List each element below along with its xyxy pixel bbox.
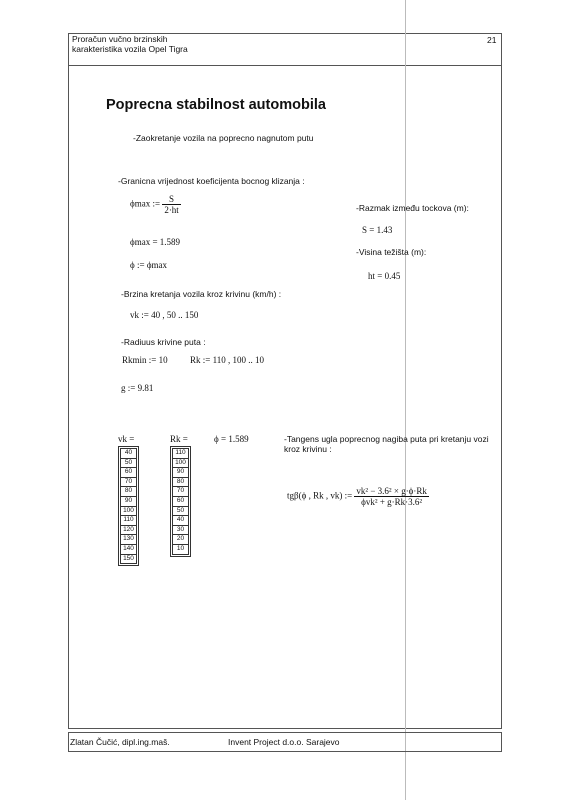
page-title: Poprecna stabilnost automobila xyxy=(106,97,326,113)
table-cell: 40 xyxy=(173,516,189,526)
table-row xyxy=(173,496,189,506)
wheel-track-label: -Razmak između tockova (m): xyxy=(356,203,469,213)
tangent-label-line1: -Tangens ugla poprecnog nagiba puta pri kretanju vozi xyxy=(284,434,489,444)
phi-max-lhs: ϕmax := xyxy=(130,198,161,209)
tangent-label xyxy=(284,434,489,454)
rk-definition: Rk := 110 , 100 .. 10 xyxy=(190,355,264,365)
table-row xyxy=(121,535,137,545)
table-cell: 10 xyxy=(173,544,189,554)
table-cell: 70 xyxy=(173,487,189,497)
table-cell: 30 xyxy=(173,525,189,535)
table-row xyxy=(121,554,137,564)
table-row xyxy=(121,468,137,478)
table-cell: 100 xyxy=(121,506,137,516)
rk-table-header: Rk = xyxy=(170,434,188,444)
table-cell: 40 xyxy=(121,449,137,459)
phi-max-denominator: 2·ht xyxy=(164,205,179,215)
table-row xyxy=(173,468,189,478)
table-row xyxy=(121,525,137,535)
table-row xyxy=(121,449,137,459)
table-row xyxy=(173,525,189,535)
table-cell: 140 xyxy=(121,544,137,554)
table-row xyxy=(121,544,137,554)
phi-max-fraction xyxy=(162,194,181,215)
table-cell: 130 xyxy=(121,535,137,545)
header-title xyxy=(72,34,188,54)
wheel-track-value: S = 1.43 xyxy=(362,225,393,235)
header-line2: karakteristika vozila Opel Tigra xyxy=(72,44,188,54)
table-cell: 50 xyxy=(173,506,189,516)
phi-max-definition xyxy=(130,194,181,215)
table-row xyxy=(173,487,189,497)
subtitle: -Zaokretanje vozila na poprecno nagnutom putu xyxy=(133,133,314,143)
tangent-lhs: tgβ(ϕ , Rk , vk) := xyxy=(287,490,353,501)
vk-table xyxy=(118,446,139,566)
table-row xyxy=(173,535,189,545)
footer-author: Zlatan Čučić, dipl.ing.maš. xyxy=(70,737,170,747)
table-cell: 110 xyxy=(173,449,189,459)
header-line1: Proračun vučno brzinskih xyxy=(72,34,168,44)
table-row xyxy=(173,544,189,554)
table-row xyxy=(173,516,189,526)
rk-table xyxy=(170,446,191,557)
table-row xyxy=(173,477,189,487)
page-number: 21 xyxy=(487,35,497,45)
table-cell: 110 xyxy=(121,516,137,526)
table-cell: 150 xyxy=(121,554,137,564)
table-row xyxy=(121,458,137,468)
phi-max-numerator: S xyxy=(162,194,181,205)
phi-result: ϕ = 1.589 xyxy=(214,434,249,444)
content-frame xyxy=(68,66,502,729)
table-cell: 50 xyxy=(121,458,137,468)
table-cell: 60 xyxy=(121,468,137,478)
table-cell: 90 xyxy=(173,468,189,478)
table-cell: 100 xyxy=(173,458,189,468)
phi-assign: ϕ := ϕmax xyxy=(130,260,168,270)
table-row xyxy=(173,449,189,459)
table-cell: 20 xyxy=(173,535,189,545)
rkmin-definition: Rkmin := 10 xyxy=(122,355,168,365)
table-cell: 80 xyxy=(173,477,189,487)
tangent-denominator: ϕvk² + g·Rk·3.6² xyxy=(361,497,423,507)
table-row xyxy=(121,516,137,526)
table-row xyxy=(121,506,137,516)
table-cell: 70 xyxy=(121,477,137,487)
vk-table-header: vk = xyxy=(118,434,135,444)
table-row xyxy=(121,496,137,506)
table-row xyxy=(121,477,137,487)
phi-max-value: ϕmax = 1.589 xyxy=(130,237,181,247)
table-row xyxy=(173,458,189,468)
table-row xyxy=(173,506,189,516)
cg-height-label: -Visina težišta (m): xyxy=(356,247,427,257)
tangent-numerator: vk² − 3.6² × g·ϕ·Rk xyxy=(356,486,427,496)
table-cell: 80 xyxy=(121,487,137,497)
footer-company: Invent Project d.o.o. Sarajevo xyxy=(228,737,340,747)
table-row xyxy=(121,487,137,497)
table-cell: 120 xyxy=(121,525,137,535)
speed-definition: vk := 40 , 50 .. 150 xyxy=(130,310,199,320)
tangent-fraction xyxy=(354,486,429,507)
tangent-formula xyxy=(287,486,429,507)
tangent-label-line2: kroz krivinu : xyxy=(284,444,332,454)
g-definition: g := 9.81 xyxy=(121,383,154,393)
table-cell: 90 xyxy=(121,496,137,506)
table-cell: 60 xyxy=(173,496,189,506)
speed-label: -Brzina kretanja vozila kroz krivinu (km/h) : xyxy=(121,289,282,299)
page-margin-line xyxy=(405,0,406,800)
cg-height-value: ht = 0.45 xyxy=(368,271,401,281)
radius-label: -Radiuus krivine puta : xyxy=(121,337,206,347)
section-friction-label: -Granicna vrijednost koeficijenta bocnog klizanja : xyxy=(118,176,305,186)
